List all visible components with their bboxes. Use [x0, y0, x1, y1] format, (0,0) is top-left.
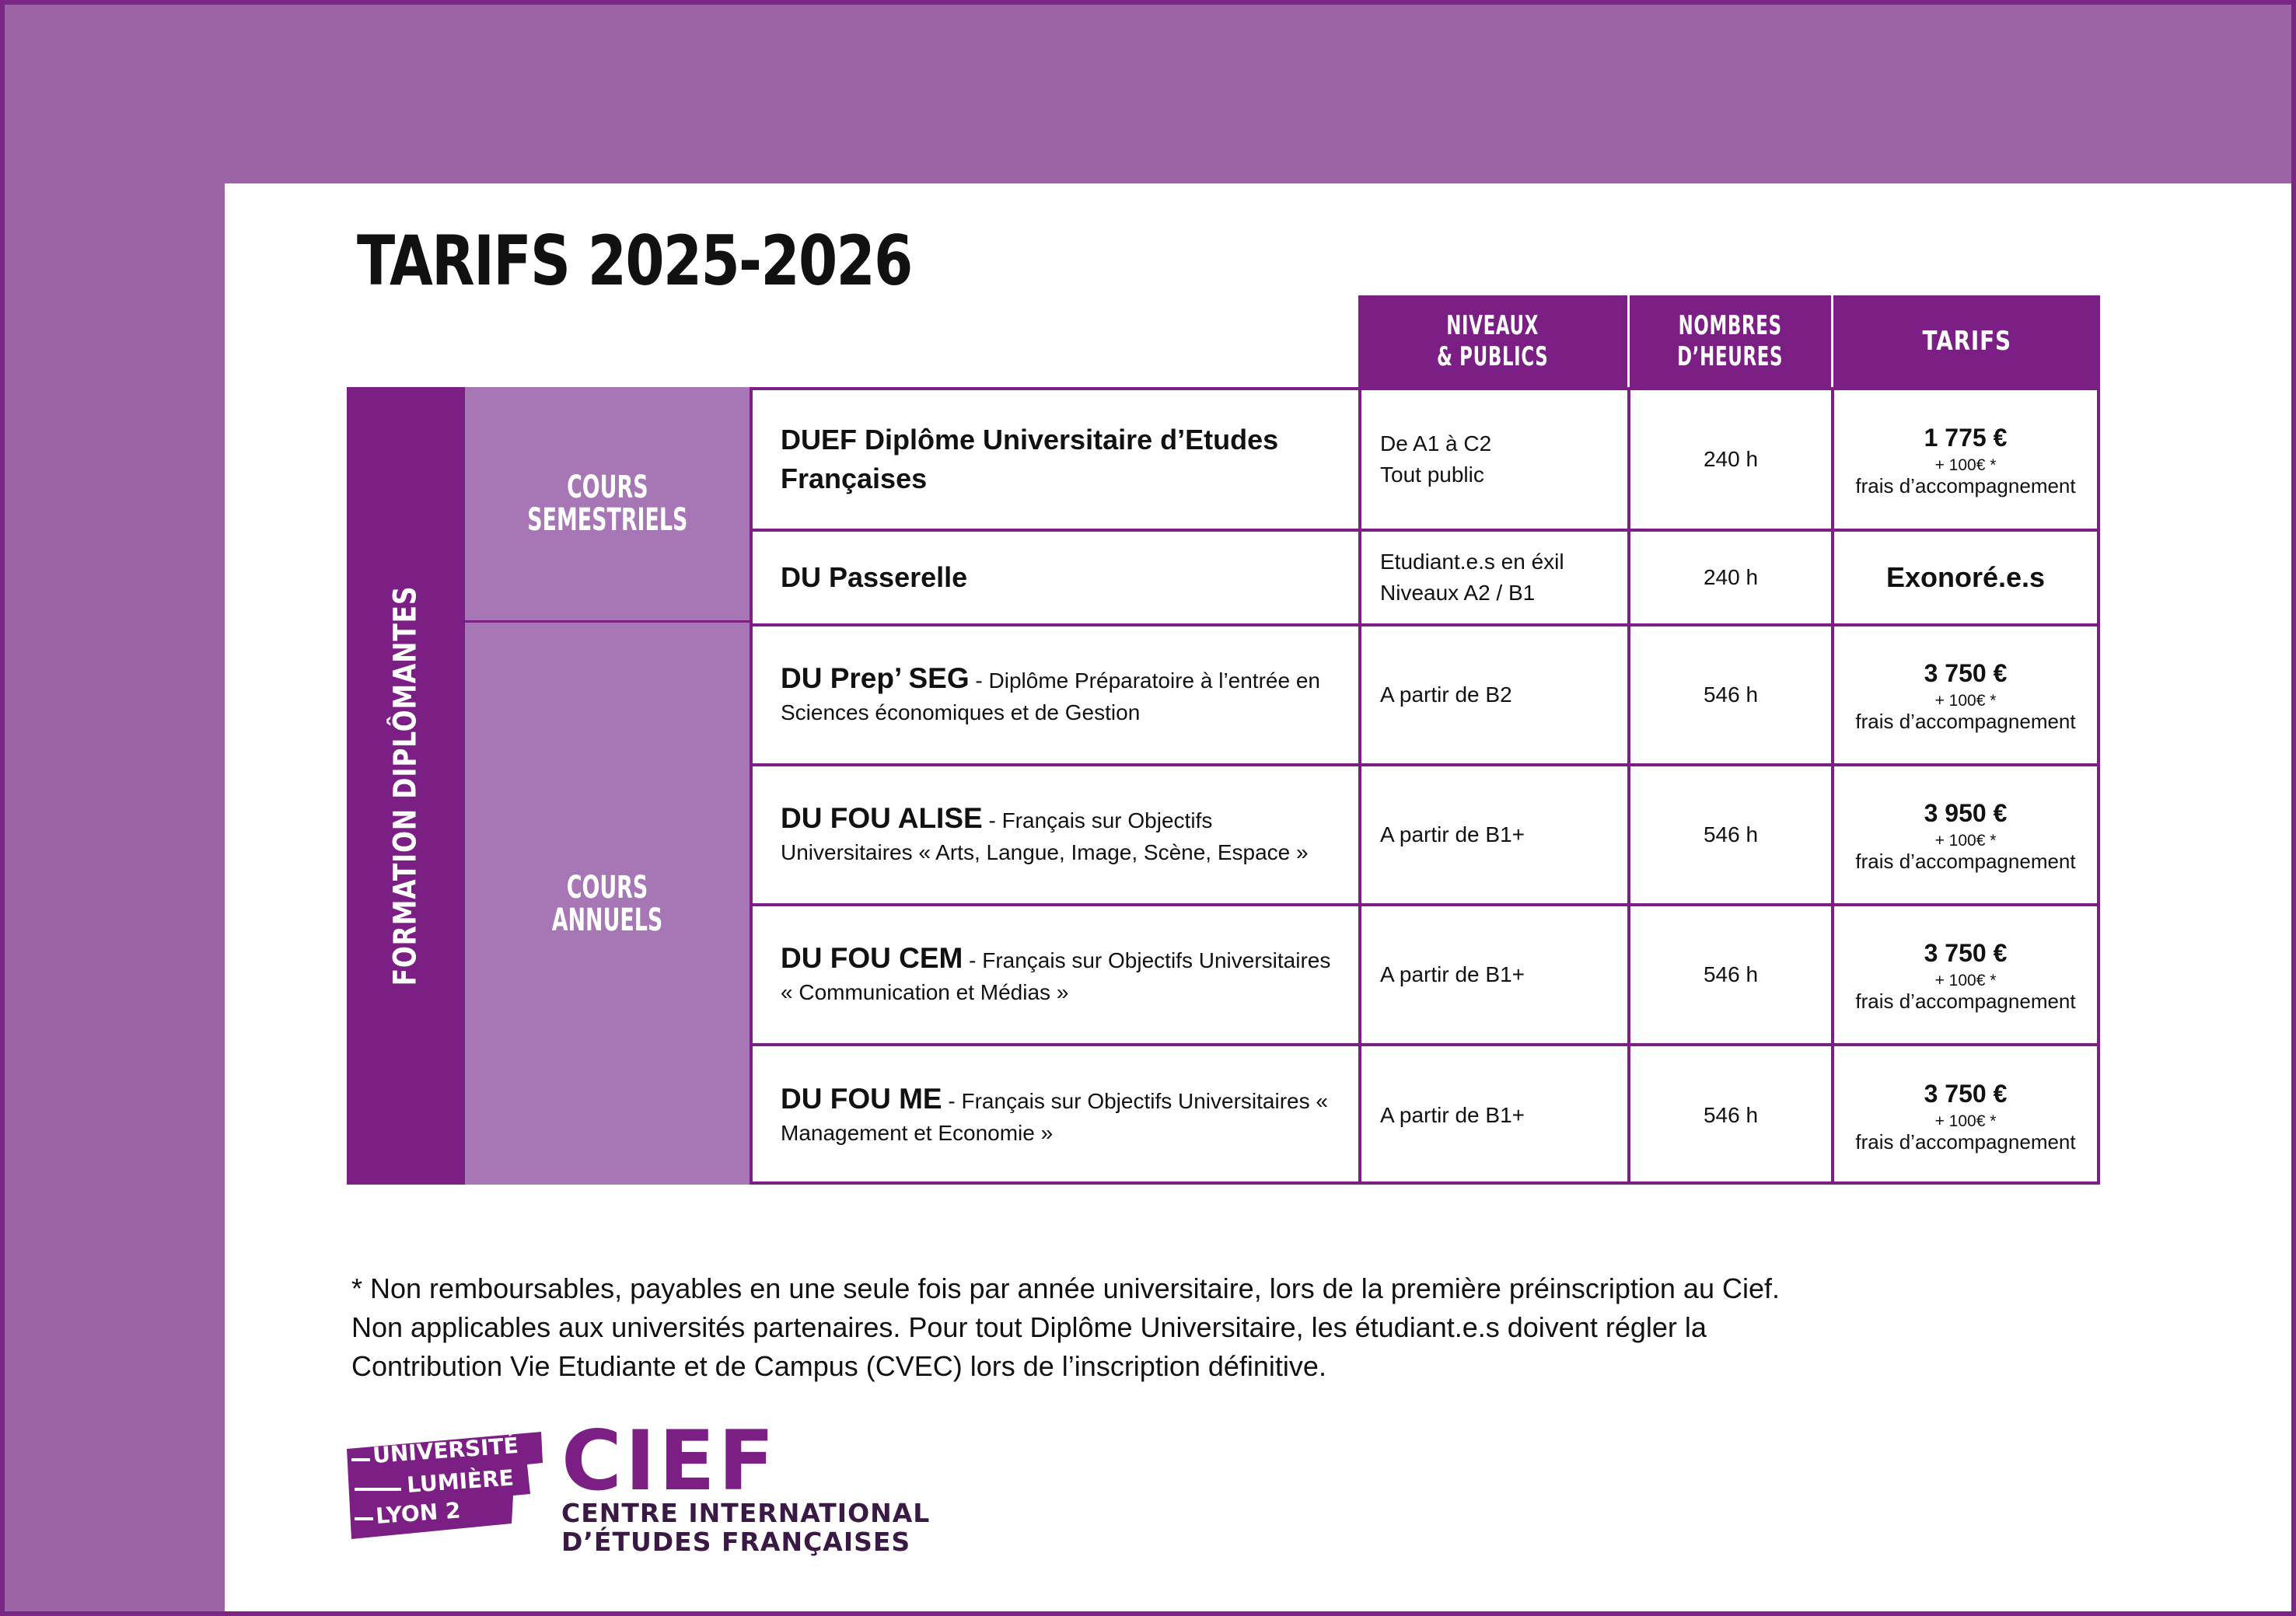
course-level: A partir de B1+ — [1358, 1046, 1627, 1185]
course-name: DUEF Diplôme Universitaire d’Etudes Françaises — [781, 424, 1279, 494]
price-addon: + 100€ * — [1934, 972, 1997, 989]
course-description: - Français sur Objectifs Universitaires « Communication et Médias » — [781, 948, 1331, 1004]
course-hours: 240 h — [1627, 532, 1831, 623]
course-hours: 546 h — [1627, 906, 1831, 1043]
price-addon: + 100€ * — [1934, 1112, 1997, 1130]
course-description: - Diplôme Préparatoire à l’entrée en Sciences économiques et de Gestion — [781, 668, 1320, 724]
course-level: A partir de B2 — [1358, 627, 1627, 763]
course-level: Etudiant.e.s en éxil — [1380, 550, 1564, 574]
course-hours: 546 h — [1627, 766, 1831, 903]
price-note: frais d’accompagnement — [1855, 850, 2076, 873]
course-level: De A1 à C2 — [1380, 431, 1492, 455]
table-row — [750, 1043, 2097, 1185]
course-description: - Français sur Objectifs Universitaires « Management et Economie » — [781, 1089, 1328, 1145]
course-audience: Tout public — [1380, 462, 1484, 487]
course-audience: Niveaux A2 / B1 — [1380, 581, 1536, 605]
header-levels: NIVEAUX & PUBLICS — [1358, 295, 1627, 387]
price-note: frais d’accompagnement — [1855, 710, 2076, 733]
price-addon: + 100€ * — [1934, 692, 1997, 710]
course-hours: 546 h — [1627, 1046, 1831, 1185]
formation-label: FORMATION DIPLÔMANTES — [347, 387, 465, 1185]
course-name: DU FOU ME — [781, 1083, 942, 1115]
table-row — [750, 623, 2097, 763]
logo-line-1: UNIVERSITÉ — [372, 1432, 519, 1468]
cief-wordmark: CIEF — [561, 1413, 778, 1509]
group-annuels: COURS ANNUELS — [465, 623, 750, 1185]
course-level: A partir de B1+ — [1358, 906, 1627, 1043]
content-panel — [225, 183, 2296, 1612]
logo-line-3: LYON 2 — [375, 1497, 462, 1529]
price-note: frais d’accompagnement — [1855, 989, 2076, 1013]
course-description: - Français sur Objectifs Universitaires « Arts, Langue, Image, Scène, Espace » — [781, 808, 1309, 864]
course-price: 1 775 € — [1924, 424, 2008, 452]
logo-line-2: LUMIÈRE — [406, 1464, 515, 1498]
price-note: frais d’accompagnement — [1855, 474, 2076, 497]
course-name: DU FOU ALISE — [781, 802, 983, 834]
page-title: TARIFS 2025-2026 — [357, 221, 912, 301]
footnote: * Non remboursables, payables en une seule fois par année universitaire, lors de la première préinscription au Cief. Non applicables aux universités partenaires. Pour tout Diplôme Universitaire, les étudiant.e.s doivent régler la Contribution Vie Etudiante et de Campus (CVEC) lors de l’inscription définitive. — [351, 1272, 1781, 1382]
price-addon: + 100€ * — [1934, 832, 1997, 850]
group-semestriels: COURS SEMESTRIELS — [465, 387, 750, 620]
price-note: frais d’accompagnement — [1855, 1130, 2076, 1154]
course-price: 3 750 € — [1924, 659, 2008, 687]
tariff-table — [750, 387, 2100, 1185]
table-row — [750, 529, 2097, 623]
universite-lyon2-logo — [347, 1432, 549, 1541]
course-price: 3 750 € — [1924, 1080, 2008, 1108]
course-price: Exonoré.e.s — [1885, 561, 2046, 593]
course-hours: 240 h — [1627, 390, 1831, 529]
cief-subtitle-1: CENTRE INTERNATIONAL — [561, 1498, 931, 1528]
price-addon: + 100€ * — [1934, 456, 1997, 474]
course-price: 3 950 € — [1924, 799, 2008, 827]
course-hours: 546 h — [1627, 627, 1831, 763]
course-name: DU Passerelle — [781, 561, 968, 593]
course-price: 3 750 € — [1924, 939, 2008, 967]
header-hours: NOMBRES D’HEURES — [1627, 295, 1831, 387]
course-name: DU FOU CEM — [781, 942, 963, 974]
cief-subtitle-2: D’ÉTUDES FRANÇAISES — [561, 1527, 911, 1557]
header-prices: TARIFS — [1831, 295, 2100, 387]
table-row — [750, 903, 2097, 1043]
course-level: A partir de B1+ — [1358, 766, 1627, 903]
table-row — [750, 763, 2097, 903]
cief-logo — [561, 1413, 931, 1557]
table-row — [750, 390, 2097, 529]
course-name: DU Prep’ SEG — [781, 662, 970, 694]
